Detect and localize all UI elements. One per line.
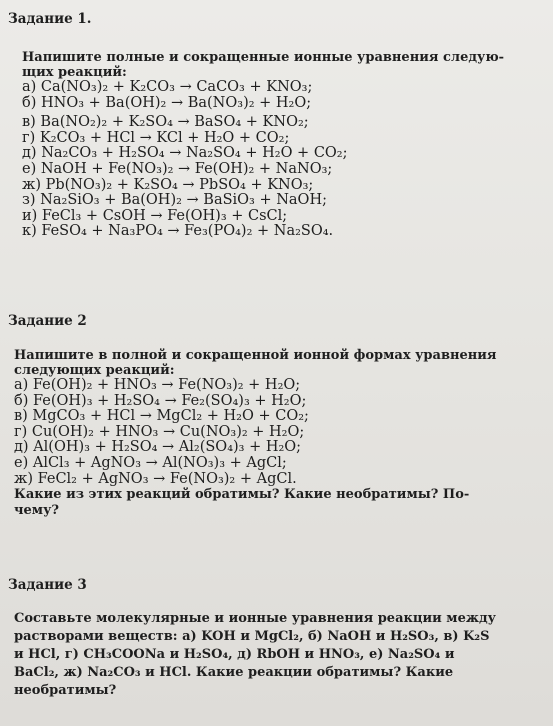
task-2-question-line-2: чему?	[14, 503, 60, 519]
task-1-equation-zh: ж) Pb(NO₃)₂ + K₂SO₄ → PbSO₄ + KNO₃;	[22, 176, 314, 193]
task-1-equation-i: и) FeCl₃ + CsOH → Fe(OH)₃ + CsCl;	[22, 207, 288, 224]
task-1-equation-list	[8, 80, 533, 240]
task-1	[8, 10, 533, 240]
task-3-line-5: необратимы?	[14, 683, 117, 698]
task-3	[8, 576, 533, 700]
task-2-equation-g: г) Cu(OH)₂ + HNO₃ → Cu(NO₃)₂ + H₂O;	[14, 423, 305, 440]
task-1-equation-z: з) Na₂SiO₃ + Ba(OH)₂ → BaSiO₃ + NaOH;	[22, 192, 327, 209]
task-2-question-line-1: Какие из этих реакций обратимы? Какие необратимы? По-	[14, 487, 470, 503]
task-2-equation-a: а) Fe(OH)₂ + HNO₃ → Fe(NO₃)₂ + H₂O;	[14, 377, 301, 393]
task-1-title: Задание 1.	[8, 11, 92, 27]
task-2-title: Задание 2	[8, 313, 87, 329]
task-1-equation-k: к) FeSO₄ + Na₃PO₄ → Fe₃(PO₄)₂ + Na₂SO₄.	[22, 223, 334, 240]
task-2-equation-d: д) Al(OH)₃ + H₂SO₄ → Al₂(SO₄)₃ + H₂O;	[14, 439, 302, 456]
task-3-title: Задание 3	[8, 577, 87, 593]
task-1-equation-g: г) K₂CO₃ + HCl → KCl + H₂O + CO₂;	[22, 129, 290, 146]
task-1-equation-e: е) NaOH + Fe(NO₃)₂ → Fe(OH)₂ + NaNO₃;	[22, 160, 333, 177]
task-2	[8, 312, 533, 519]
task-2-instruction-line-2: следующих реакций:	[14, 363, 175, 378]
task-1-instruction-line-1: Напишите полные и сокращенные ионные уравнения следую-	[22, 50, 505, 65]
task-1-equation-v: в) Ba(NO₂)₂ + K₂SO₄ → BaSO₄ + KNO₂;	[22, 114, 309, 131]
task-3-line-3: и HCl, г) CH₃COONa и H₂SO₄, д) RbOH и HNO₃, е) Na₂SO₄ и	[14, 647, 455, 662]
task-3-line-4: BaCl₂, ж) Na₂CO₃ и HCl. Какие реакции обратимы? Какие	[14, 665, 454, 680]
task-2-equation-zh: ж) FeCl₂ + AgNO₃ → Fe(NO₃)₂ + AgCl.	[14, 470, 297, 487]
task-3-line-1: Составьте молекулярные и ионные уравнения реакции между	[14, 611, 496, 626]
task-3-line-2: растворами веществ: а) KOH и MgCl₂, б) NaOH и H₂SO₃, в) K₂S	[14, 629, 490, 644]
task-1-equation-b: б) HNO₃ + Ba(OH)₂ → Ba(NO₃)₂ + H₂O;	[22, 94, 312, 111]
task-1-equation-d: д) Na₂CO₃ + H₂SO₄ → Na₂SO₄ + H₂O + CO₂;	[22, 145, 348, 162]
task-2-instruction-line-1: Напишите в полной и сокращенной ионной формах уравнения	[14, 348, 497, 363]
task-1-equation-a: а) Ca(NO₃)₂ + K₂CO₃ → CaCO₃ + KNO₃;	[22, 79, 313, 95]
task-2-equation-v: в) MgCO₃ + HCl → MgCl₂ + H₂O + CO₂;	[14, 408, 309, 425]
task-2-equation-b: б) Fe(OH)₃ + H₂SO₄ → Fe₂(SO₄)₃ + H₂O;	[14, 392, 307, 409]
task-1-instruction-line-2: щих реакций:	[22, 65, 127, 80]
task-2-equation-e: е) AlCl₃ + AgNO₃ → Al(NO₃)₃ + AgCl;	[14, 454, 287, 471]
task-2-equation-list	[8, 378, 533, 487]
